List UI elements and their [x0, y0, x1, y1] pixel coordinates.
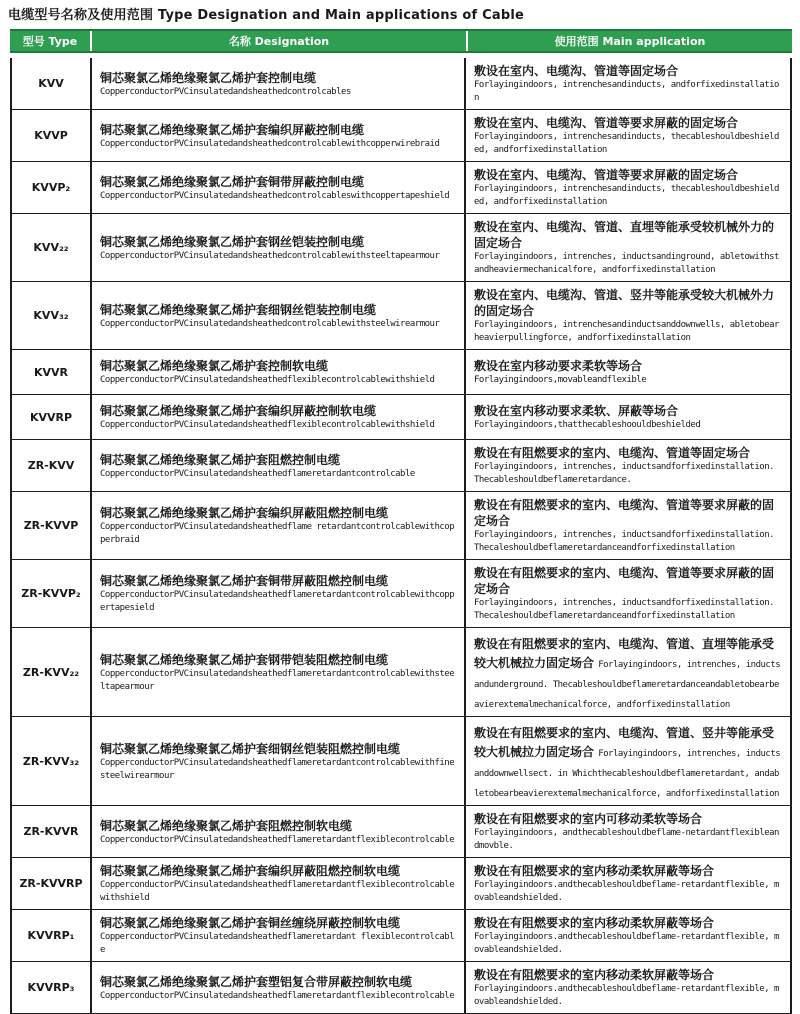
type-code-label: ZR-KVVR	[23, 825, 79, 838]
cell-designation	[92, 858, 466, 909]
type-code-label: ZR-KVVP₂	[21, 587, 81, 600]
cell-designation	[92, 717, 466, 805]
cell-main-application	[466, 282, 790, 349]
application-english: Forlayingindoors.andthecableshouldbeflame-retardantflexible, movableandshielded.	[474, 932, 779, 955]
designation-chinese: 铜芯聚氯乙烯绝缘聚氯乙烯护套塑铝复合带屏蔽控制软电缆	[100, 974, 413, 989]
catalog-page	[0, 4, 800, 1007]
designation-chinese: 铜芯聚氯乙烯绝缘聚氯乙烯护套钢丝铠装控制电缆	[100, 234, 365, 249]
cell-designation	[92, 350, 466, 394]
table-row	[12, 560, 790, 628]
cable-type-table	[10, 29, 792, 1014]
table-row	[12, 395, 790, 440]
designation-english: CopperconductorPVCinsulatedandsheathedflameretardant flexiblecontrolcable	[100, 932, 455, 955]
cell-type-code	[12, 440, 92, 491]
type-code-label: KVVR	[33, 365, 69, 379]
designation-english: CopperconductorPVCinsulatedandsheathedflameretardantflexiblecontrolcablewithshield	[100, 880, 455, 903]
application-chinese: 敷设在室内、电缆沟、管道等要求屏蔽的固定场合	[474, 116, 739, 130]
cell-designation	[92, 440, 466, 491]
designation-english: CopperconductorPVCinsulatedandsheathedflexiblecontrolcablewithshield	[100, 420, 435, 430]
application-chinese: 敷设在室内、电缆沟、管道、竖井等能承受较大机械外力的固定场合	[474, 288, 775, 318]
designation-english: CopperconductorPVCinsulatedandsheathedflameretardantcontrolcable	[100, 468, 415, 479]
cell-designation	[92, 962, 466, 1013]
column-header-type: 型号 Type	[10, 31, 92, 51]
cell-type-code	[12, 350, 92, 394]
application-english: Forlayingindoors, intrenches, inductsandforfixedinstallation. Thecableshouldbeflameretardance.	[474, 462, 775, 485]
table-row	[12, 717, 790, 806]
type-code-label: ZR-KVV	[27, 459, 75, 472]
cell-type-code	[12, 214, 92, 281]
designation-chinese: 铜芯聚氯乙烯绝缘聚氯乙烯护套铜带屏蔽阻燃控制电缆	[100, 574, 389, 588]
application-chinese: 敷设在有阻燃要求的室内移动柔软屏蔽等场合	[474, 864, 715, 878]
type-code-label: KVVP₂	[31, 181, 71, 194]
type-code-label: ZR-KVV₂₂	[22, 665, 80, 679]
application-english: Forlayingindoors.andthecableshouldbeflame-retardantflexible, movableandshielded.	[474, 984, 779, 1007]
table-row	[12, 806, 790, 858]
table-row	[12, 910, 790, 962]
cell-main-application	[466, 628, 790, 716]
application-chinese: 敷设在有阻燃要求的室内移动柔软屏蔽等场合	[474, 968, 715, 982]
application-chinese: 敷设在有阻燃要求的室内、电缆沟、管道等要求屏蔽的固定场合	[474, 566, 775, 596]
cell-main-application	[466, 214, 790, 281]
designation-chinese: 铜芯聚氯乙烯绝缘聚氯乙烯护套编织屏蔽控制电缆	[100, 122, 365, 137]
application-text: 敷设在有阻燃要求的室内、电缆沟、管道、竖井等能承受较大机械拉力固定场合 Forlayingindoors, intrenches, inductsanddownwellsect. in Whichthecableshouldbeflameretardant, andabletobearbeavierextemalmechanicalforce, andforfixedinstallation	[474, 726, 781, 799]
table-row	[12, 962, 790, 1014]
cell-type-code	[12, 110, 92, 161]
cell-type-code	[12, 806, 92, 857]
application-chinese: 敷设在有阻燃要求的室内可移动柔软等场合	[474, 812, 703, 826]
cell-main-application	[466, 910, 790, 961]
table-body	[10, 58, 792, 1014]
application-english: Forlayingindoors, intrenchesandinducts, thecableshouldbeshielded, andforfixedinstallation	[474, 132, 779, 155]
table-row	[12, 858, 790, 910]
application-english: Forlayingindoors, intrenches, inductsandforfixedinstallation. Thecaleshouldbeflameretardanceandforfixedinstallation	[474, 598, 775, 621]
page-title: 电缆型号名称及使用范围 Type Designation and Main applications of Cable	[8, 8, 524, 23]
table-row	[12, 350, 790, 395]
table-row	[12, 162, 790, 214]
cell-type-code	[12, 492, 92, 559]
application-chinese: 敷设在室内、电缆沟、管道等要求屏蔽的固定场合	[474, 168, 739, 182]
designation-chinese: 铜芯聚氯乙烯绝缘聚氯乙烯护套钢带铠装阻燃控制电缆	[100, 652, 389, 667]
designation-chinese: 铜芯聚氯乙烯绝缘聚氯乙烯护套细钢丝铠装阻燃控制电缆	[100, 741, 401, 756]
cell-type-code	[12, 395, 92, 439]
type-code-label: KVV	[38, 77, 64, 90]
table-row	[12, 282, 790, 350]
type-code-label: KVVRP	[29, 410, 73, 424]
type-code-label: KVV₂₂	[33, 241, 69, 254]
application-english: Forlayingindoors, intrenchesandinducts, andforfixedinstallation	[474, 80, 779, 103]
designation-chinese: 铜芯聚氯乙烯绝缘聚氯乙烯护套编织屏蔽控制软电缆	[100, 404, 377, 418]
cell-main-application	[466, 440, 790, 491]
designation-english: CopperconductorPVCinsulatedandsheathedcontrolcablewithsteeltapearmour	[100, 250, 440, 261]
column-header-main-application: 使用范围 Main application	[554, 35, 706, 48]
cell-type-code	[12, 962, 92, 1013]
designation-english: CopperconductorPVCinsulatedandsheathedcontrolcables	[100, 86, 351, 97]
application-chinese: 敷设在室内移动要求柔软等场合	[474, 359, 643, 373]
type-code-label: KVV₃₂	[33, 309, 69, 322]
type-code-label: KVVRP₁	[27, 929, 75, 942]
cell-designation	[92, 214, 466, 281]
designation-english: CopperconductorPVCinsulatedandsheathedcontrolcableswithcoppertapeshield	[100, 190, 450, 201]
type-code-label: ZR-KVVP	[23, 519, 79, 532]
cell-designation	[92, 806, 466, 857]
application-chinese: 敷设在室内移动要求柔软、屏蔽等场合	[474, 404, 679, 418]
application-english: Forlayingindoors, intrenchesandinductsanddownwells, abletobearheavierpullingforce, andforfixedinstallation	[474, 320, 779, 343]
application-english: Forlayingindoors, intrenches, inductsandforfixedinstallation. Thecaleshouldbeflameretardanceandforfixedinstallation	[474, 530, 775, 553]
column-header-designation: 名称 Designation	[92, 31, 468, 51]
table-row	[12, 214, 790, 282]
table-row	[12, 492, 790, 560]
designation-chinese: 铜芯聚氯乙烯绝缘聚氯乙烯护套编织屏蔽阻燃控制软电缆	[100, 864, 401, 878]
designation-chinese: 铜芯聚氯乙烯绝缘聚氯乙烯护套阻燃控制电缆	[100, 452, 341, 467]
table-row	[12, 58, 790, 110]
cell-designation	[92, 560, 466, 627]
cell-designation	[92, 110, 466, 161]
type-code-label: KVVRP₃	[27, 981, 75, 994]
cell-main-application	[466, 492, 790, 559]
designation-chinese: 铜芯聚氯乙烯绝缘聚氯乙烯护套阻燃控制软电缆	[100, 818, 353, 833]
application-text: 敷设在有阻燃要求的室内、电缆沟、管道、直埋等能承受较大机械拉力固定场合 Forlayingindoors, intrenches, inductsandunderground. Thecableshouldbeflameretardanceandabletobearbeavierextemalmechanicalforce, andforfixedinstallation	[474, 637, 781, 710]
cell-main-application	[466, 162, 790, 213]
cell-main-application	[466, 110, 790, 161]
designation-chinese: 铜芯聚氯乙烯绝缘聚氯乙烯护套细钢丝铠装控制电缆	[100, 302, 377, 317]
cell-main-application	[466, 350, 790, 394]
cell-designation	[92, 162, 466, 213]
cell-main-application	[466, 858, 790, 909]
cell-type-code	[12, 282, 92, 349]
application-chinese: 敷设在有阻燃要求的室内、电缆沟、管道等要求屏蔽的固定场合	[474, 498, 775, 528]
type-code-label: KVVP	[34, 129, 68, 142]
application-chinese: 敷设在有阻燃要求的室内、电缆沟、管道等固定场合	[474, 446, 751, 460]
cell-designation	[92, 628, 466, 716]
designation-english: CopperconductorPVCinsulatedandsheathedflame retardantcontrolcablewithcopperbraid	[100, 522, 455, 545]
table-header-row	[10, 29, 792, 53]
type-code-label: ZR-KVV₃₂	[22, 754, 80, 768]
application-chinese: 敷设在有阻燃要求的室内移动柔软屏蔽等场合	[474, 916, 715, 930]
cell-type-code	[12, 858, 92, 909]
application-english: Forlayingindoors.andthecableshouldbeflame-retardantflexible, movableandshielded.	[474, 880, 779, 903]
application-english: Forlayingindoors, andthecableshouldbeflame-netardantflexibleandmovble.	[474, 828, 779, 851]
application-english: Forlayingindoors, intrenches, inductsandinground, abletowithstandheaviermechanicalfore, andforfixedinstallation	[474, 252, 779, 275]
cell-designation	[92, 492, 466, 559]
designation-english: CopperconductorPVCinsulatedandsheathedflameretardantcontrolcablewithsteeltapearmour	[100, 668, 455, 692]
application-english: Forlayingindoors,movableandflexible	[474, 375, 647, 385]
table-row	[12, 110, 790, 162]
cell-type-code	[12, 910, 92, 961]
cell-main-application	[466, 58, 790, 109]
table-row	[12, 628, 790, 717]
designation-chinese: 铜芯聚氯乙烯绝缘聚氯乙烯护套控制电缆	[100, 70, 317, 85]
designation-english: CopperconductorPVCinsulatedandsheathedflameretardantflexiblecontrolcable	[100, 834, 455, 845]
cell-type-code	[12, 58, 92, 109]
designation-english: CopperconductorPVCinsulatedandsheathedflameretardantcontrolcablewithcoppertapesield	[100, 590, 455, 613]
cell-main-application	[466, 806, 790, 857]
type-code-label: ZR-KVVRP	[19, 877, 83, 890]
application-chinese: 敷设在室内、电缆沟、管道、直埋等能承受较机械外力的 固定场合	[474, 220, 775, 250]
cell-designation	[92, 910, 466, 961]
designation-chinese: 铜芯聚氯乙烯绝缘聚氯乙烯护套控制软电缆	[100, 359, 329, 373]
designation-english: CopperconductorPVCinsulatedandsheathedflameretardantcontrolcablewithfinesteelwirearmour	[100, 757, 455, 781]
designation-chinese: 铜芯聚氯乙烯绝缘聚氯乙烯护套铜丝缠绕屏蔽控制软电缆	[100, 916, 401, 930]
cell-type-code	[12, 560, 92, 627]
cell-designation	[92, 395, 466, 439]
cell-designation	[92, 282, 466, 349]
designation-english: CopperconductorPVCinsulatedandsheathedflameretardantflexiblecontrolcable	[100, 990, 455, 1001]
designation-chinese: 铜芯聚氯乙烯绝缘聚氯乙烯护套铜带屏蔽控制电缆	[100, 174, 365, 189]
cell-main-application	[466, 560, 790, 627]
application-english: Forlayingindoors,thatthecableshoouldbeshielded	[474, 420, 701, 430]
cell-main-application	[466, 717, 790, 805]
designation-english: CopperconductorPVCinsulatedandsheathedcontrolcablewithcopperwirebraid	[100, 138, 440, 149]
table-row	[12, 440, 790, 492]
application-chinese: 敷设在室内、电缆沟、管道等固定场合	[474, 64, 679, 78]
designation-english: CopperconductorPVCinsulatedandsheathedflexiblecontrolcablewithshield	[100, 375, 435, 385]
designation-english: CopperconductorPVCinsulatedandsheathedcontrolcablewithsteelwirearmour	[100, 318, 440, 329]
cell-main-application	[466, 962, 790, 1013]
cell-main-application	[466, 395, 790, 439]
application-english: Forlayingindoors, intrenchesandinducts, thecableshouldbeshielded, andforfixedinstallation	[474, 184, 779, 207]
cell-type-code	[12, 717, 92, 805]
cell-type-code	[12, 162, 92, 213]
cell-type-code	[12, 628, 92, 716]
designation-chinese: 铜芯聚氯乙烯绝缘聚氯乙烯护套编织屏蔽阻燃控制电缆	[100, 506, 389, 520]
cell-designation	[92, 58, 466, 109]
